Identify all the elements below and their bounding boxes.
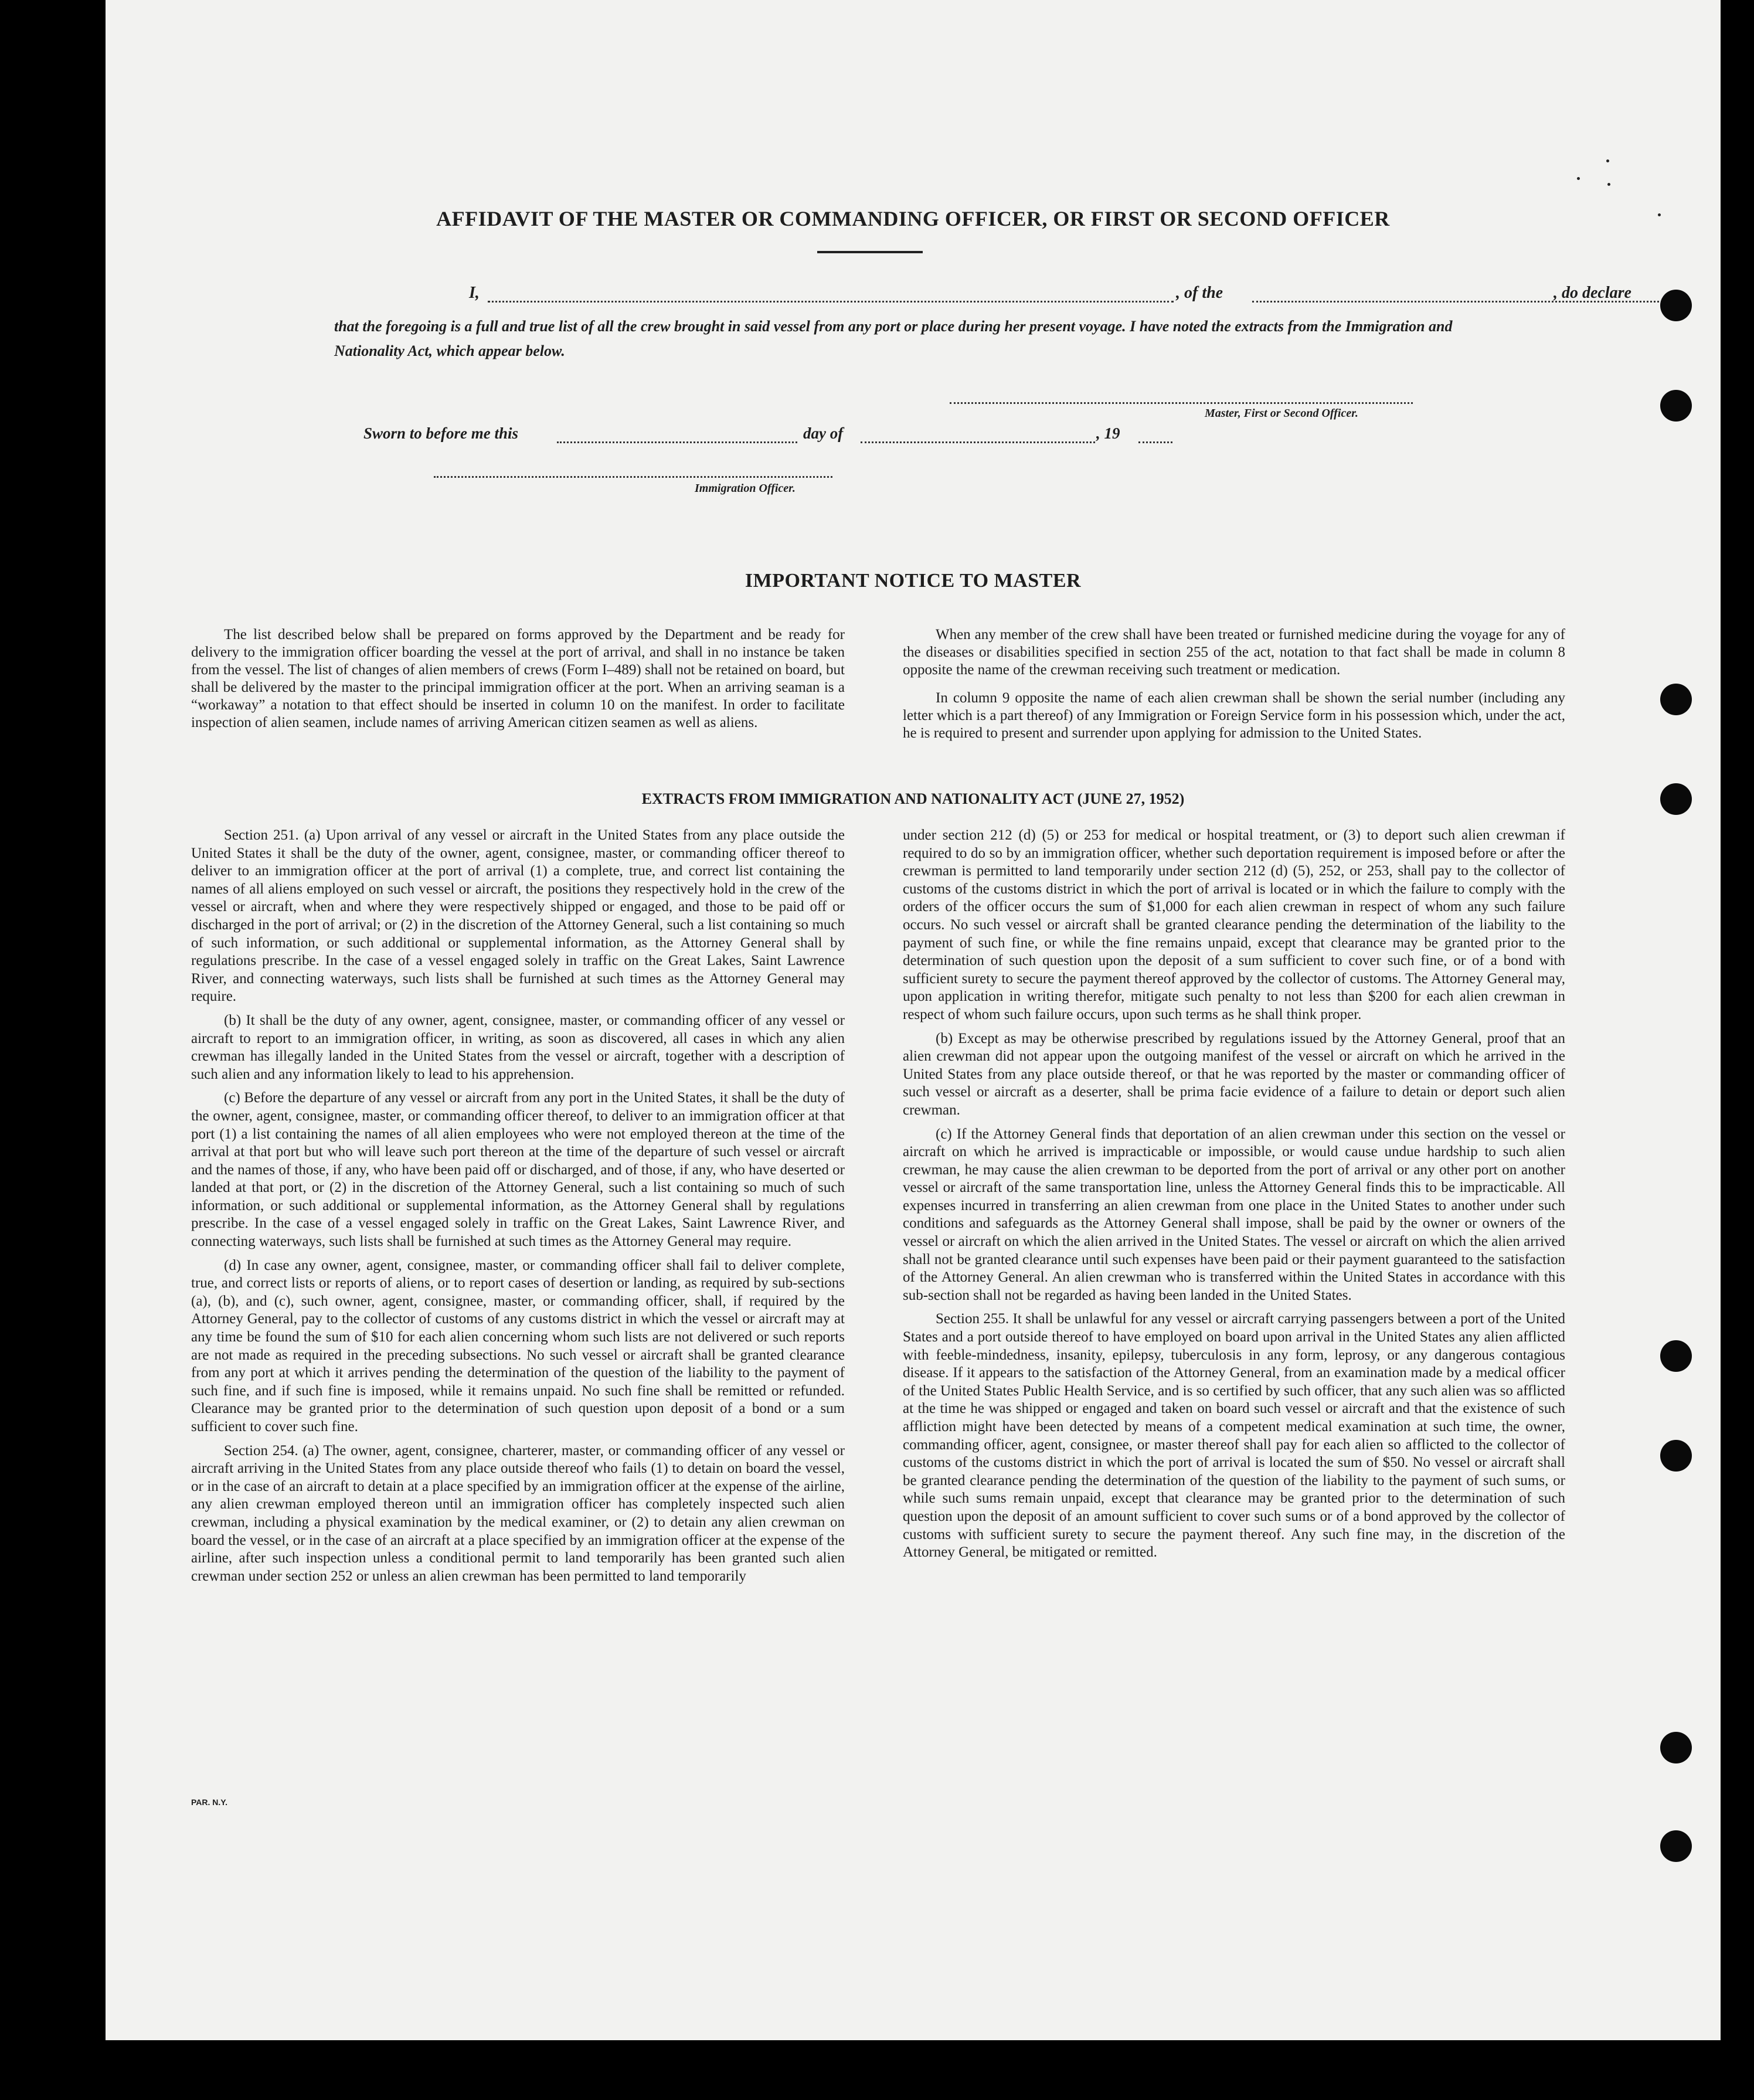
scan-speck bbox=[1607, 183, 1610, 186]
of-the-label: , of the bbox=[1176, 284, 1223, 302]
extracts-left-column bbox=[191, 827, 845, 1591]
punch-hole bbox=[1660, 684, 1692, 715]
declaration-fill-line bbox=[334, 284, 1631, 307]
extract-paragraph: Section 255. It shall be unlawful for any vessel or aircraft carrying passengers between a port of the United States and a port outside thereof to have employed on board upon arrival in the United States any alien afflicted with feeble-mindedness, insanity, epilepsy, tuberculosis in any form, leprosy, or any dangerous contagious disease. If it appears to the satisfaction of the Attorney General, from an examination made by a medical officer of the United States Public Health Service, and is so certified by such officer, that any such alien was so afflicted at the time he was shipped or engaged and taken on board such vessel or aircraft and that the existence of such affliction might have been detected by means of a competent medical examination at such time, the owner, commanding officer, agent, consignee, or master thereof shall pay for each alien so afflicted to the collector of customs of the customs district in which the port of arrival is located the sum of $50. No vessel or aircraft shall be granted clearance pending the determination of the question of the liability to the payment of such sums, or while such sums remain unpaid, except that clearance may be granted prior to the determination of such question upon the deposit of an amount sufficient to cover such sums or of a bond approved by the collector of customs with sufficient surety to secure the payment thereof. Any such fine may, in the discretion of the Attorney General, be mitigated or remitted. bbox=[903, 1311, 1565, 1561]
immigration-officer-signature-line[interactable] bbox=[434, 476, 832, 478]
notice-paragraph: In column 9 opposite the name of each alien crewman shall be shown the serial number (including any letter which is a part thereof) of any Immigration or Foreign Service form in his possession which, under the act, he is required to present and surrender upon applying for admission to the United States. bbox=[903, 690, 1565, 741]
notice-title: IMPORTANT NOTICE TO MASTER bbox=[745, 570, 1082, 592]
sworn-month-blank[interactable] bbox=[861, 441, 1095, 443]
do-declare-label: , do declare bbox=[1554, 284, 1631, 302]
master-signature-line[interactable] bbox=[950, 402, 1413, 404]
sworn-year-blank[interactable] bbox=[1138, 441, 1172, 443]
sworn-label: Sworn to before me this bbox=[363, 424, 519, 442]
notice-paragraph: When any member of the crew shall have been treated or furnished medicine during the voyage for any of the diseases or disabilities specified in section 255 of the act, notation to that fact shall be made in column 8 opposite the name of the crewman receiving such treatment or medication. bbox=[903, 627, 1565, 678]
immigration-officer-label: Immigration Officer. bbox=[695, 482, 796, 495]
printer-mark: PAR. N.Y. bbox=[191, 1797, 227, 1807]
extract-paragraph: (b) Except as may be otherwise prescribed by regulations issued by the Attorney General, proof that an alien crewman did not appear upon the outgoing manifest of the vessel or aircraft on which he arrived in the United States from any place outside thereof, or that he was reported by the master or commanding officer of such vessel or aircraft as a deserter, shall be prima facie evidence of a failure to detain or deport such alien crewman. bbox=[903, 1030, 1565, 1118]
extract-paragraph: (c) If the Attorney General finds that deportation of an alien crewman under this section on the vessel or aircraft on which he arrived is impracticable or impossible, or would cause undue hardship to such alien crewman, he may cause the alien crewman to be deported from the port of arrival or any other port on another vessel or aircraft of the same transportation line, unless the Attorney General finds this to be impracticable. All expenses incurred in transferring an alien crewman from one place in the United States to another under such conditions and safeguards as the Attorney General shall impose, shall be paid by the owner or owners of the vessel or aircraft on which the alien arrived in the United States. The vessel or aircraft on which the alien arrived shall not be granted clearance until such expenses have been paid or their payment guaranteed to the satisfaction of the Attorney General. An alien crewman who is transferred within the United States in accordance with this sub-section shall not be regarded as having been landed in the United States. bbox=[903, 1126, 1565, 1303]
notice-left-column bbox=[191, 626, 845, 742]
title-divider bbox=[817, 251, 923, 253]
declaration-text: that the foregoing is a full and true list of all the crew brought in said vessel from any port or place during her present voyage. I have noted the extracts from the Immigration and Nationality Act, which appear below. bbox=[334, 318, 1453, 359]
extract-paragraph: (d) In case any owner, agent, consignee, master, or commanding officer shall fail to deliver complete, true, and correct lists or reports of aliens, or to report cases of desertion or landing, as required by sub-sections (a), (b), and (c), such owner, agent, consignee, master, or commanding officer, shall, if required by the Attorney General, pay to the collector of customs of any customs district in which the vessel or aircraft may at any time be found the sum of $10 for each alien concerning whom such lists are not delivered or such reports are not made as required in the preceding subsections. No such vessel or aircraft shall be granted clearance from any port at which it arrives pending the determination of the question of the liability to the payment of such fine, and if such fine is imposed, while it remains unpaid. No such fine shall be remitted or refunded. Clearance may be granted prior to the determination of such question upon deposit of a bond or a sum sufficient to cover such fine. bbox=[191, 1257, 845, 1435]
extract-paragraph: (b) It shall be the duty of any owner, agent, consignee, master, or commanding officer of any vessel or aircraft to report to an immigration officer, in writing, as soon as discovered, all cases in which any alien crewman has illegally landed in the United States from the vessel or aircraft, together with a description of such alien and any information likely to lead to his apprehension. bbox=[191, 1012, 845, 1082]
name-blank[interactable] bbox=[488, 300, 1174, 303]
sworn-day-blank[interactable] bbox=[557, 441, 797, 443]
punch-hole bbox=[1660, 1732, 1692, 1763]
punch-hole bbox=[1660, 1340, 1692, 1372]
sworn-fill-line bbox=[363, 424, 1301, 448]
scan-speck bbox=[1577, 177, 1580, 180]
punch-hole bbox=[1660, 783, 1692, 815]
notice-paragraph: The list described below shall be prepared on forms approved by the Department and be ready for delivery to the immigration officer boarding the vessel at the port of arrival, and shall in no instance be taken from the vessel. The list of changes of alien members of crews (Form I–489) shall not be retained on board, but shall be delivered by the master to the principal immigration officer at the port. When an arriving seaman is a “workaway” a notation to that effect should be inserted in column 10 on the manifest. In order to facilitate inspection of alien seamen, include names of arriving American citizen seamen as well as aliens. bbox=[191, 627, 845, 730]
day-of-label: day of bbox=[803, 424, 844, 442]
master-signature-label: Master, First or Second Officer. bbox=[1205, 407, 1358, 420]
extract-paragraph: (c) Before the departure of any vessel or aircraft from any port in the United States, it shall be the duty of the owner, agent, consignee, master, or commanding officer thereof, to deliver to an immigration officer at that port (1) a list containing the names of all alien employees who were not employed thereon at the time of the arrival at that port but who will leave such port thereon at the time of the departure of such vessel or aircraft and the names of those, if any, who have been paid off or discharged, and of those, if any, who have deserted or landed at that port, or (2) in the discretion of the Attorney General, such a list containing so much of such information, or such additional or supplemental information, as the Attorney General shall by regulations prescribe. In the case of a vessel engaged solely in traffic on the Great Lakes, Saint Lawrence River, and connecting waterways, such lists shall be furnished at such times as the Attorney General may require. bbox=[191, 1090, 845, 1250]
extracts-title: EXTRACTS FROM IMMIGRATION AND NATIONALITY ACT (JUNE 27, 1952) bbox=[641, 790, 1185, 807]
i-label: I, bbox=[469, 284, 480, 302]
scan-speck bbox=[1606, 159, 1609, 162]
extract-paragraph: under section 212 (d) (5) or 253 for medical or hospital treatment, or (3) to deport such alien crewman if required to do so by an immigration officer, whether such deportation requirement is imposed before or after the crewman is permitted to land temporarily under section 212 (d) (5), 252, or 253, shall pay to the collector of customs of the customs district in which the port of arrival is located or in which the failure to comply with the orders of the officer occurs the sum of $1,000 for each alien crewman in respect of whom any such failure occurs. No such vessel or aircraft shall be granted clearance pending the determination of the liability to the payment of such fine, or while the fine remains unpaid, except that clearance may be granted prior to the determination of such question upon the deposit of a sum sufficient to cover such fine, or of a bond with sufficient surety to secure the payment thereof approved by the collector of customs. The Attorney General may, upon application in writing therefor, mitigate such penalty to not less than $200 for each alien crewman in respect of whom such failure occurs, upon such terms as he shall think proper. bbox=[903, 827, 1565, 1022]
form-page bbox=[106, 0, 1721, 2040]
scan-speck bbox=[1658, 213, 1661, 216]
extract-paragraph: Section 251. (a) Upon arrival of any vessel or aircraft in the United States from any place outside the United States it shall be the duty of the owner, agent, consignee, master, or commanding officer thereof to deliver to an immigration officer at the port of arrival (1) a complete, true, and correct list containing the names of all aliens employed on such vessel or aircraft, the positions they respectively hold in the crew of the vessel or aircraft, when and where they were respectively shipped or engaged, and those to be paid off or discharged in the port of arrival; or (2) in the discretion of the Attorney General, such a list containing so much of such information, or such additional or supplemental information, as the Attorney General shall by regulations prescribe. In the case of a vessel engaged solely in traffic on the Great Lakes, Saint Lawrence River, and connecting waterways, such lists shall be furnished at such times as the Attorney General may require. bbox=[191, 827, 845, 1005]
year-label: , 19 bbox=[1096, 424, 1120, 442]
notice-right-column bbox=[903, 626, 1565, 753]
extract-paragraph: Section 254. (a) The owner, agent, consignee, charterer, master, or commanding officer of any vessel or aircraft arriving in the United States from any place outside thereof who fails (1) to detain on board the vessel, or in the case of an aircraft to detain at a place specified by an immigration officer at the expense of the airline, any alien crewman employed thereon until an immigration officer has completely inspected such alien crewman, including a physical examination by the medical examiner, or (2) to detain any alien crewman on board the vessel, or in the case of an aircraft at a place specified by an immigration officer at the expense of the airline, after such inspection unless a conditional permit to land temporarily has been granted such alien crewman under section 252 or unless an alien crewman has been permitted to land temporarily bbox=[191, 1442, 845, 1584]
punch-hole bbox=[1660, 290, 1692, 321]
punch-hole bbox=[1660, 390, 1692, 422]
extracts-right-column bbox=[903, 827, 1565, 1568]
affidavit-title: AFFIDAVIT OF THE MASTER OR COMMANDING OFFICER, OR FIRST OR SECOND OFFICER bbox=[436, 207, 1390, 230]
punch-hole bbox=[1660, 1440, 1692, 1472]
punch-hole bbox=[1660, 1830, 1692, 1862]
